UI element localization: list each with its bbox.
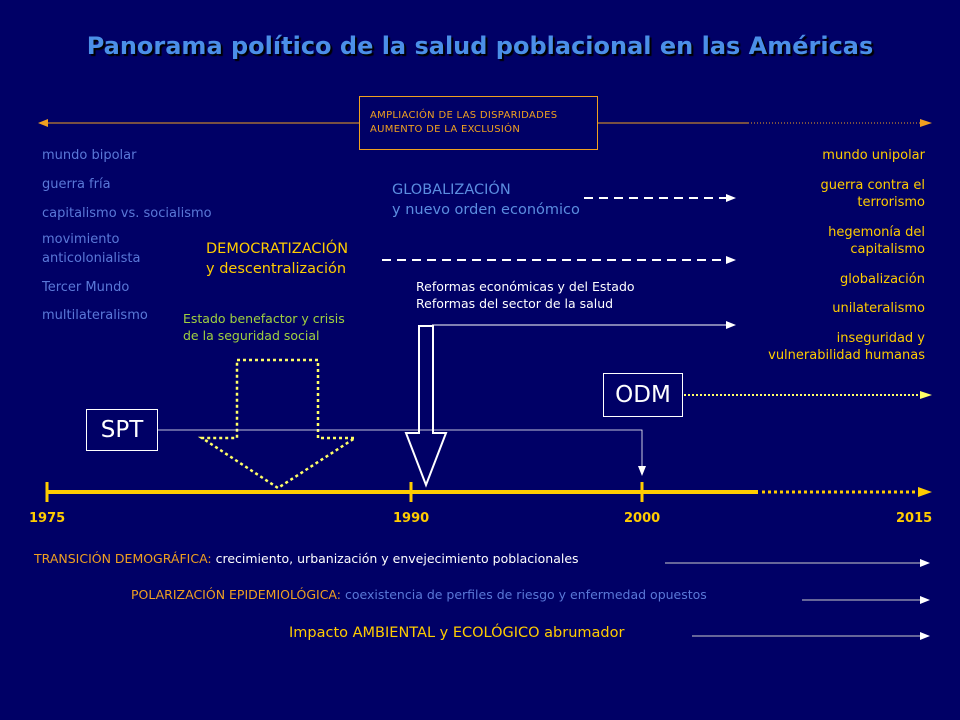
left-list-item: Tercer Mundo: [42, 280, 130, 295]
right-list-item: mundo unipolar: [822, 148, 925, 163]
polarizacion-label: POLARIZACIÓN EPIDEMIOLÓGICA:: [131, 587, 341, 602]
right-list-item: unilateralismo: [832, 301, 925, 316]
year-2015: 2015: [896, 511, 933, 526]
transicion-label: TRANSICIÓN DEMOGRÁFICA:: [34, 551, 212, 566]
odm-arrowhead: [920, 391, 932, 399]
left-list-item: anticolonialista: [42, 251, 141, 266]
right-list-item: globalización: [839, 272, 925, 287]
odm-box: ODM: [603, 373, 683, 417]
globalizacion-arrowhead: [726, 194, 736, 202]
estado-benefactor-label: [183, 310, 345, 344]
polarizacion-arrowhead: [920, 596, 930, 604]
estado-benefactor-down-arrow: [202, 360, 355, 488]
disparities-line-2: AUMENTO DE LA EXCLUSIÓN: [370, 124, 521, 135]
spt-connector-arrowhead: [638, 466, 646, 476]
right-list-item: hegemonía del: [828, 225, 925, 240]
democratizacion-label: [206, 239, 348, 279]
left-list-item: multilateralismo: [42, 308, 148, 323]
disparities-box: [359, 96, 598, 150]
right-list-item: terrorismo: [857, 195, 925, 210]
polarizacion-line: [131, 587, 707, 602]
right-list-item: guerra contra el: [820, 178, 925, 193]
spt-box: SPT: [86, 409, 158, 451]
right-list-item: capitalismo: [850, 242, 925, 257]
democratizacion-line-2: y descentralización: [206, 261, 347, 277]
reformas-line-2: Reformas del sector de la salud: [416, 296, 614, 311]
year-2000: 2000: [624, 511, 661, 526]
estado-line-1: Estado benefactor y crisis: [183, 311, 345, 326]
democratizacion-line-1: DEMOCRATIZACIÓN: [206, 241, 349, 257]
disparities-arrowhead-left: [38, 119, 48, 127]
left-list-item: movimiento: [42, 232, 120, 247]
globalizacion-label: [392, 180, 580, 220]
impacto-arrowhead: [920, 632, 930, 640]
left-list-item: mundo bipolar: [42, 148, 137, 163]
page-title: Panorama político de la salud poblacional en las Américas: [86, 32, 874, 60]
left-list-item: guerra fría: [42, 177, 111, 192]
reformas-arrowhead: [726, 321, 736, 329]
globalizacion-line-1: GLOBALIZACIÓN: [392, 182, 511, 198]
spt-connector: [158, 430, 642, 470]
polarizacion-text: coexistencia de perfiles de riesgo y enfermedad opuestos: [340, 587, 707, 602]
reformas-line-1: Reformas económicas y del Estado: [416, 279, 635, 294]
disparities-line-1: AMPLIACIÓN DE LAS DISPARIDADES: [370, 110, 558, 121]
globalizacion-line-2: y nuevo orden económico: [392, 202, 580, 218]
timeline-arrowhead: [918, 487, 932, 497]
right-list-item: inseguridad y: [836, 331, 925, 346]
impacto-label: Impacto AMBIENTAL y ECOLÓGICO abrumador: [289, 625, 625, 641]
democratizacion-arrowhead: [726, 256, 736, 264]
reformas-down-arrow: [406, 326, 446, 485]
year-1990: 1990: [393, 511, 430, 526]
disparities-arrowhead-right: [920, 119, 932, 127]
transicion-line: [34, 551, 579, 566]
year-1975: 1975: [29, 511, 66, 526]
right-list-item: vulnerabilidad humanas: [768, 348, 925, 363]
reformas-label: [416, 278, 635, 312]
left-list-item: capitalismo vs. socialismo: [42, 206, 212, 221]
transicion-arrowhead: [920, 559, 930, 567]
transicion-text: crecimiento, urbanización y envejecimiento poblacionales: [211, 551, 579, 566]
estado-line-2: de la seguridad social: [183, 328, 320, 343]
